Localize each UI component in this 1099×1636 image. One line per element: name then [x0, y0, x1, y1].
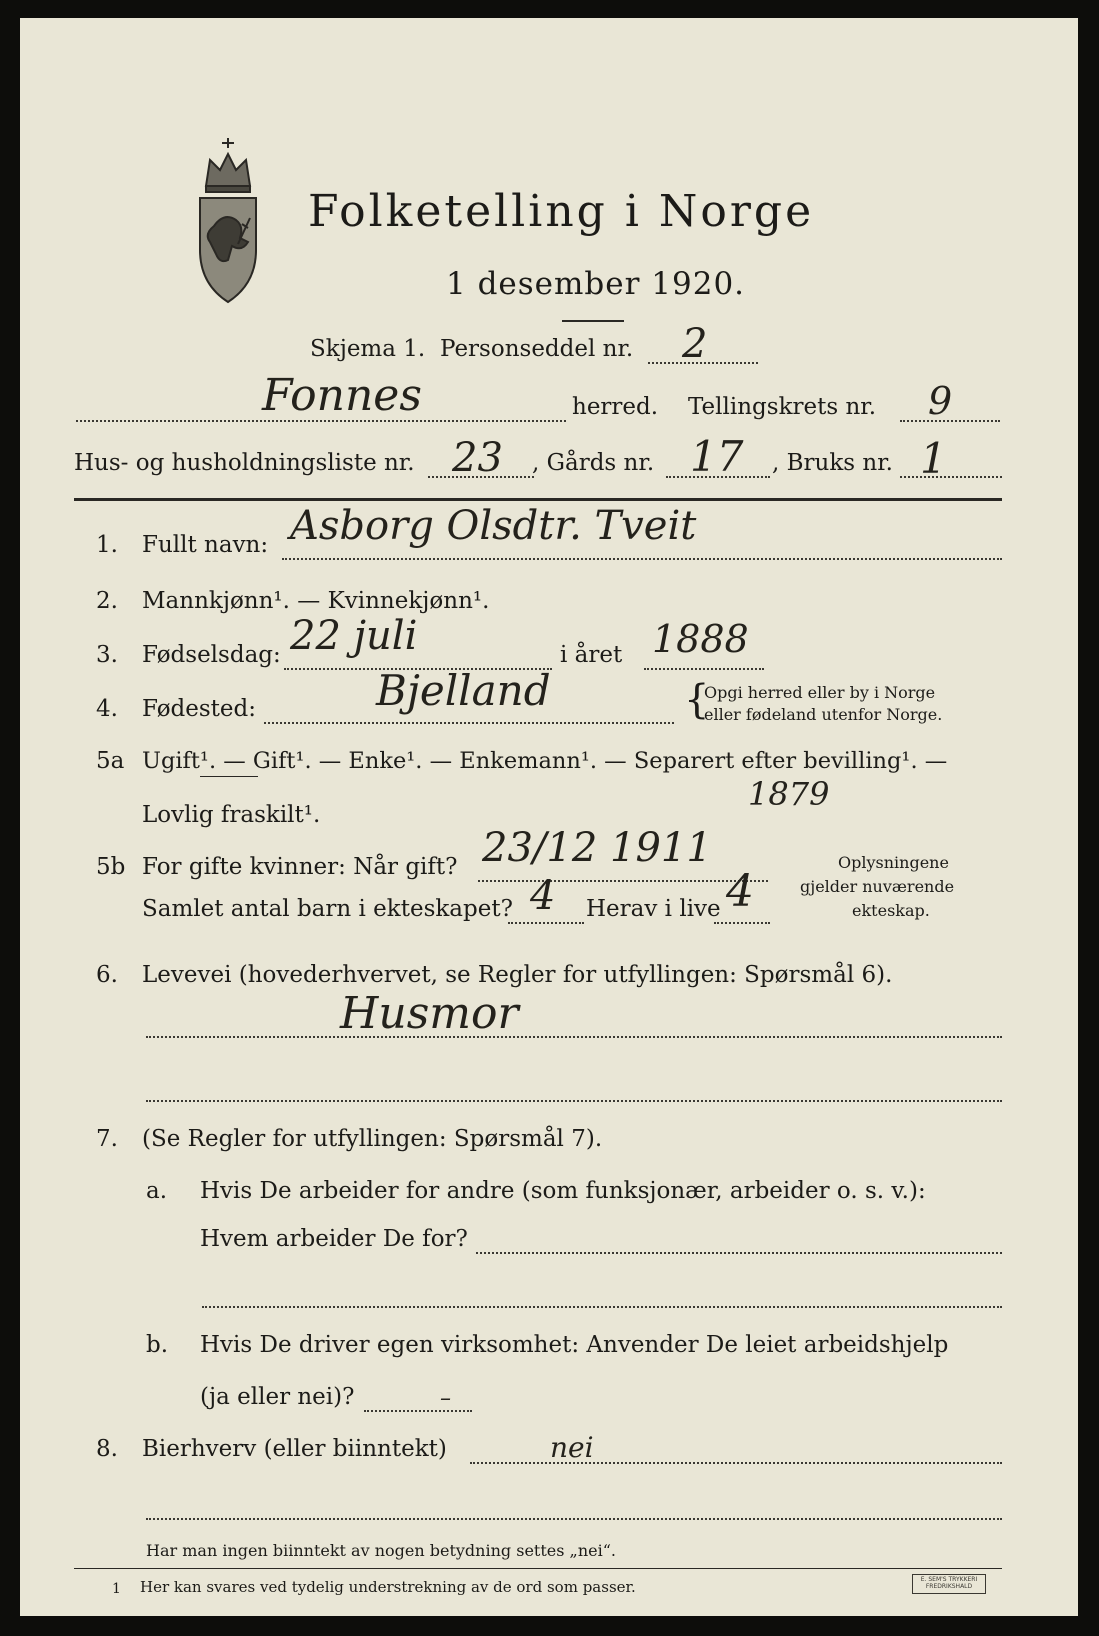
gards-label: , Gårds nr. [532, 450, 655, 476]
q1-label: Fullt navn: [142, 532, 269, 558]
q5b-label: For gifte kvinner: Når gift? [142, 854, 458, 880]
q1-line [282, 558, 1002, 560]
children-value[interactable]: 4 [530, 873, 556, 919]
children-line [508, 922, 584, 924]
alive-label: Herav i live [586, 896, 721, 922]
q8-number: 8. [96, 1436, 118, 1462]
marriage-note-3: ekteskap. [852, 901, 930, 920]
employer-line-1[interactable] [476, 1252, 1002, 1254]
q4-label: Fødested: [142, 696, 257, 722]
schema-label: Skjema 1. [310, 336, 426, 362]
occupation-line-1 [146, 1036, 1002, 1038]
marriage-note-2: gjelder nuværende [800, 877, 955, 896]
hired-help-line [364, 1410, 472, 1412]
q7b-text: Hvis De driver egen virksomhet: Anvender De leiet arbeidshjelp [200, 1332, 949, 1358]
marital-status-options[interactable]: Ugift¹. — Gift¹. — Enke¹. — Enkemann¹. — Separert efter bevilling¹. — [142, 748, 948, 774]
q2-number: 2. [96, 588, 118, 614]
census-date: 1 desember 1920. [446, 266, 746, 302]
husliste-label: Hus- og husholdningsliste nr. [74, 450, 415, 476]
q1-number: 1. [96, 532, 118, 558]
side-income-note: Har man ingen biinntekt av nogen betydning settes „nei“. [146, 1541, 616, 1560]
q5b-number: 5b [96, 854, 126, 880]
q8-label: Bierhverv (eller biinntekt) [142, 1436, 447, 1462]
year-line [644, 668, 764, 670]
tellingskrets-value[interactable]: 9 [928, 379, 953, 423]
q4-number: 4. [96, 696, 118, 722]
q6-label: Levevei (hovederhvervet, se Regler for utfyllingen: Spørsmål 6). [142, 962, 893, 988]
birthplace-note-2: eller fødeland utenfor Norge. [704, 705, 943, 724]
birthplace-value[interactable]: Bjelland [376, 666, 551, 715]
q7a-letter: a. [146, 1178, 168, 1204]
personseddel-value[interactable]: 2 [682, 321, 708, 367]
birth-year-value[interactable]: 1888 [652, 617, 749, 661]
marital-status-options-2[interactable]: Lovlig fraskilt¹. [142, 802, 321, 828]
census-form-sheet [20, 18, 1078, 1616]
married-underline [200, 776, 258, 777]
husliste-value[interactable]: 23 [452, 435, 503, 481]
q5a-number: 5a [96, 748, 125, 774]
q7b-letter: b. [146, 1332, 169, 1358]
q7b-text-2: (ja eller nei)? [200, 1384, 355, 1410]
alive-line [714, 922, 770, 924]
title-divider [562, 320, 624, 322]
coat-of-arms-icon [192, 134, 264, 306]
occupation-value[interactable]: Husmor [340, 988, 519, 1039]
personseddel-label: Personseddel nr. [440, 336, 634, 362]
q7a-text-2: Hvem arbeider De for? [200, 1226, 468, 1252]
gards-value[interactable]: 17 [690, 432, 744, 481]
hired-help-value[interactable]: – [440, 1386, 451, 1411]
footnote-mark: 1 [112, 1581, 121, 1597]
bruks-label: , Bruks nr. [772, 450, 893, 476]
occupation-line-2 [146, 1100, 1002, 1102]
marriage-date-line [478, 880, 768, 882]
side-income-line-2 [146, 1518, 1002, 1520]
children-label: Samlet antal barn i ekteskapet? [142, 896, 513, 922]
employer-line-2[interactable] [202, 1306, 1002, 1308]
marital-extra-value: 1879 [748, 775, 830, 813]
q6-number: 6. [96, 962, 118, 988]
marriage-date-value[interactable]: 23/12 1911 [482, 825, 712, 871]
birthplace-brace: { [684, 677, 710, 723]
side-income-value[interactable]: nei [550, 1431, 594, 1464]
printer-stamp-line-1: E. SEM'S TRYKKERI [920, 1576, 978, 1583]
marriage-note-1: Oplysningene [838, 853, 949, 872]
gender-options[interactable]: Mannkjønn¹. — Kvinnekjønn¹. [142, 588, 490, 614]
q3-label: Fødselsdag: [142, 642, 281, 668]
full-name-value[interactable]: Asborg Olsdtr. Tveit [290, 503, 697, 549]
printer-stamp-line-2: FREDRIKSHALD [925, 1582, 973, 1590]
q7-number: 7. [96, 1126, 118, 1152]
q7a-text: Hvis De arbeider for andre (som funksjonær, arbeider o. s. v.): [200, 1178, 926, 1204]
alive-value[interactable]: 4 [726, 866, 754, 917]
form-title: Folketelling i Norge [308, 186, 815, 237]
herred-label: herred. [572, 394, 659, 420]
birthplace-note-1: Opgi herred eller by i Norge [704, 683, 936, 702]
bruks-value[interactable]: 1 [920, 434, 947, 483]
footnote-text: Her kan svares ved tydelig understrekning av de ord som passer. [140, 1578, 636, 1596]
footer-divider [74, 1568, 1002, 1569]
tellingskrets-label: Tellingskrets nr. [688, 394, 877, 420]
birthplace-line [264, 722, 674, 724]
bruks-line [900, 476, 1002, 478]
year-label: i året [560, 642, 623, 668]
q7-label: (Se Regler for utfyllingen: Spørsmål 7). [142, 1126, 603, 1152]
q3-number: 3. [96, 642, 118, 668]
herred-value[interactable]: Fonnes [262, 370, 422, 421]
birthday-value[interactable]: 22 juli [290, 613, 418, 659]
printer-stamp [912, 1574, 986, 1594]
header-divider [74, 498, 1002, 501]
